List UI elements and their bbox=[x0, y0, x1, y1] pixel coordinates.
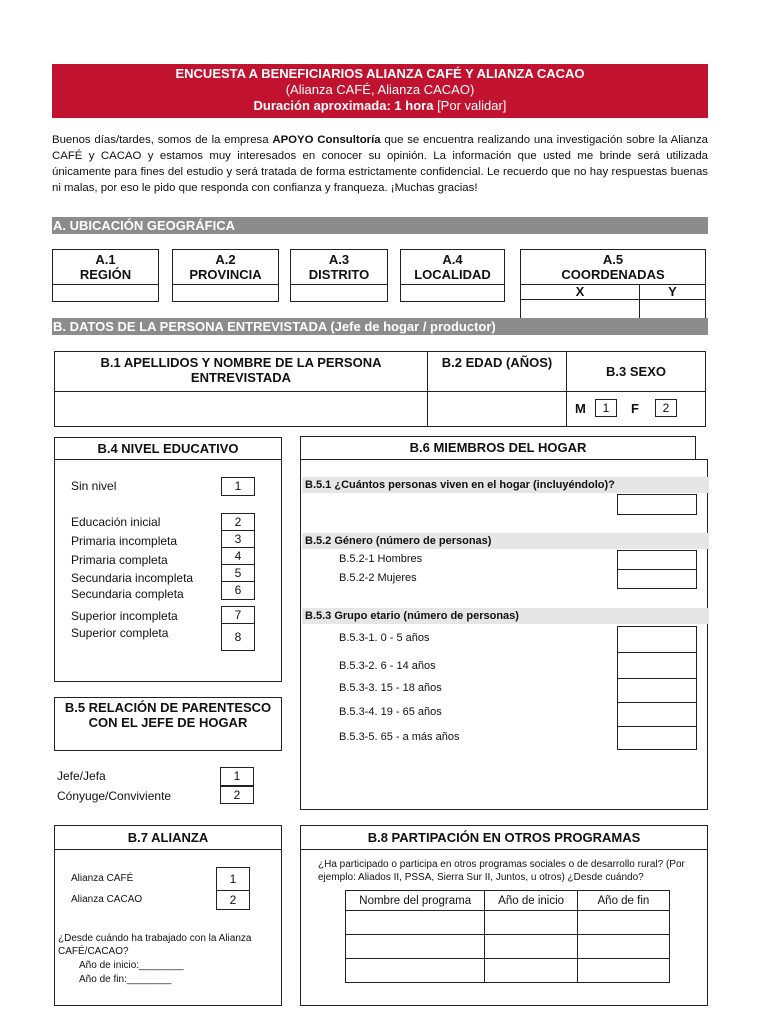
b7-label-1: Alianza CACAO bbox=[71, 894, 143, 905]
b4-code-1[interactable]: 2 bbox=[221, 513, 255, 531]
b5-title: B.5 RELACIÓN DE PARENTESCO CON EL JEFE DE HOGAR bbox=[54, 697, 282, 751]
table-cell[interactable] bbox=[346, 911, 485, 935]
survey-title: ENCUESTA A BENEFICIARIOS ALIANZA CAFÉ Y ALIANZA CACAO bbox=[175, 66, 585, 81]
b6-q3-input-3[interactable] bbox=[617, 702, 697, 727]
table-cell[interactable] bbox=[485, 959, 577, 983]
intro-before: Buenos días/tardes, somos de la empresa bbox=[52, 134, 273, 146]
intro-after: que se encuentra realizando una investigación sobre la Alianza CAFÉ y CACAO y estamos muy interesados en conocer su opinión. La información que usted me brinde será utilizada únicamente para fines del estudio y será tratada de forma estrictamente confidencial. Le recuerdo que no hay respuestas buenas ni malas, por eso le pido que responda con confianza y franqueza. ¡Muchas gracias! bbox=[52, 134, 709, 194]
b8-col-start: Año de inicio bbox=[485, 891, 577, 911]
b4-label-3: Primaria completa bbox=[71, 553, 168, 567]
duration-label: Duración aproximada: 1 hora bbox=[253, 98, 434, 113]
b8-question: ¿Ha participado o participa en otros programas sociales o de desarrollo rural? (Por ejemplo: Aliados II, PSSA, Sierra Sur II, Juntos, u otros) ¿Desde cuándo? bbox=[318, 859, 685, 883]
b4-code-4[interactable]: 5 bbox=[221, 564, 255, 582]
b6-q1: B.5.1 ¿Cuántos personas viven en el hogar (incluyéndolo)? bbox=[302, 477, 709, 493]
a1-code: A.1 bbox=[95, 252, 116, 267]
b4-label-7: Superior completa bbox=[71, 626, 169, 640]
a5-label: COORDENADAS bbox=[561, 267, 665, 282]
b6-q3-input-1[interactable] bbox=[617, 652, 697, 679]
b6-q3-item-1: B.5.3-2. 6 - 14 años bbox=[339, 660, 436, 672]
b2-header: B.2 EDAD (AÑOS) bbox=[427, 351, 567, 392]
table-row bbox=[346, 935, 670, 959]
a5-coordenadas bbox=[520, 249, 706, 319]
b1-input[interactable] bbox=[54, 391, 428, 427]
b4-code-6[interactable]: 7 bbox=[221, 606, 255, 624]
sex-m-code[interactable]: 1 bbox=[595, 399, 617, 417]
b4-label-1: Educación inicial bbox=[71, 515, 161, 529]
survey-header bbox=[52, 64, 708, 118]
b6-q1-input[interactable] bbox=[617, 494, 697, 515]
b5-code-1[interactable]: 2 bbox=[220, 786, 254, 804]
table-cell[interactable] bbox=[485, 935, 577, 959]
b8-title: B.8 PARTIPACIÓN EN OTROS PROGRAMAS bbox=[300, 825, 708, 850]
b3-header: B.3 SEXO bbox=[566, 351, 706, 392]
table-cell[interactable] bbox=[346, 959, 485, 983]
b6-q2-item-1: B.5.2-2 Mujeres bbox=[339, 572, 417, 584]
a4-code: A.4 bbox=[442, 252, 463, 267]
table-cell[interactable] bbox=[577, 935, 669, 959]
b4-label-2: Primaria incompleta bbox=[71, 534, 178, 548]
b6-q3: B.5.3 Grupo etario (número de personas) bbox=[302, 608, 709, 624]
b6-q3-item-2: B.5.3-3. 15 - 18 años bbox=[339, 682, 442, 694]
b7-body bbox=[54, 849, 282, 1006]
a3-input[interactable] bbox=[290, 284, 388, 302]
a2-header bbox=[172, 249, 279, 285]
b7-start[interactable]: Año de inicio:________ bbox=[79, 960, 184, 971]
b8-col-name: Nombre del programa bbox=[346, 891, 485, 911]
b4-label-6: Superior incompleta bbox=[71, 609, 178, 623]
b3-cell bbox=[566, 391, 706, 427]
b4-label-0: Sin nivel bbox=[71, 479, 117, 493]
b6-q3-input-0[interactable] bbox=[617, 626, 697, 653]
a5-x-label: X bbox=[520, 284, 640, 300]
duration-note: [Por validar] bbox=[437, 98, 507, 113]
sex-m-label: M bbox=[575, 401, 586, 416]
table-header-row bbox=[346, 891, 670, 911]
table-row bbox=[346, 959, 670, 983]
b6-q2-input-1[interactable] bbox=[617, 569, 697, 589]
duration-line bbox=[52, 98, 708, 114]
a1-input[interactable] bbox=[52, 284, 159, 302]
b4-code-0[interactable]: 1 bbox=[221, 477, 255, 496]
b6-q3-input-4[interactable] bbox=[617, 726, 697, 750]
table-cell[interactable] bbox=[346, 935, 485, 959]
b6-q2: B.5.2 Género (número de personas) bbox=[302, 533, 709, 549]
b4-body bbox=[54, 459, 282, 682]
b2-input[interactable] bbox=[427, 391, 567, 427]
b5-body bbox=[54, 750, 282, 810]
table-cell[interactable] bbox=[485, 911, 577, 935]
b6-title: B.6 MIEMBROS DEL HOGAR bbox=[300, 436, 696, 460]
a2-label: PROVINCIA bbox=[189, 267, 262, 282]
b7-end[interactable]: Año de fin:________ bbox=[79, 974, 172, 985]
b4-code-7[interactable]: 8 bbox=[221, 623, 255, 651]
a3-header bbox=[290, 249, 388, 285]
a5-header bbox=[520, 249, 706, 285]
survey-subtitle: (Alianza CAFÉ, Alianza CACAO) bbox=[285, 82, 475, 97]
b1-header: B.1 APELLIDOS Y NOMBRE DE LA PERSONA ENTREVISTADA bbox=[54, 351, 428, 392]
a1-header bbox=[52, 249, 159, 285]
a5-y-label: Y bbox=[639, 284, 706, 300]
b6-q3-item-3: B.5.3-4. 19 - 65 años bbox=[339, 706, 442, 718]
b4-code-5[interactable]: 6 bbox=[221, 581, 255, 600]
b7-question: ¿Desde cuándo ha trabajado con la Alianza CAFÉ/CACAO? bbox=[58, 933, 252, 957]
a5-code: A.5 bbox=[602, 252, 624, 267]
section-b-title: B. DATOS DE LA PERSONA ENTREVISTADA (Jefe de hogar / productor) bbox=[52, 318, 708, 335]
a3-code: A.3 bbox=[328, 252, 350, 267]
b4-label-4: Secundaria incompleta bbox=[71, 571, 194, 585]
b7-code-0[interactable]: 1 bbox=[216, 867, 250, 891]
b4-title: B.4 NIVEL EDUCATIVO bbox=[54, 437, 282, 460]
sex-f-label: F bbox=[631, 401, 639, 416]
b4-code-3[interactable]: 4 bbox=[221, 547, 255, 565]
intro-paragraph bbox=[52, 132, 708, 196]
table-cell[interactable] bbox=[577, 959, 669, 983]
a5-y-input[interactable] bbox=[639, 299, 706, 319]
b8-body bbox=[300, 849, 708, 1006]
a2-provincia bbox=[172, 249, 279, 302]
b6-q2-input-0[interactable] bbox=[617, 550, 697, 570]
b7-title: B.7 ALIANZA bbox=[54, 825, 282, 850]
a4-input[interactable] bbox=[400, 284, 505, 302]
b7-label-0: Alianza CAFÉ bbox=[71, 873, 134, 884]
table-row bbox=[346, 911, 670, 935]
a4-localidad bbox=[400, 249, 505, 302]
b5-label-1: Cónyuge/Conviviente bbox=[57, 789, 172, 803]
a5-x-input[interactable] bbox=[520, 299, 640, 319]
sex-f-code[interactable]: 2 bbox=[655, 399, 677, 417]
b5-label-0: Jefe/Jefa bbox=[57, 769, 106, 783]
b4-code-2[interactable]: 3 bbox=[221, 530, 255, 548]
b6-body bbox=[300, 459, 708, 810]
a2-input[interactable] bbox=[172, 284, 279, 302]
a4-header bbox=[400, 249, 505, 285]
intro-company: APOYO Consultoría bbox=[272, 134, 381, 146]
b6-q2-item-0: B.5.2-1 Hombres bbox=[339, 553, 423, 565]
a1-region bbox=[52, 249, 159, 302]
section-a-title: A. UBICACIÓN GEOGRÁFICA bbox=[52, 217, 708, 234]
b7-code-1[interactable]: 2 bbox=[216, 890, 250, 910]
b6-q3-item-4: B.5.3-5. 65 - a más años bbox=[339, 731, 460, 743]
a2-code: A.2 bbox=[215, 252, 236, 267]
a1-label: REGIÓN bbox=[79, 267, 132, 282]
a3-distrito bbox=[290, 249, 388, 302]
b6-q3-item-0: B.5.3-1. 0 - 5 años bbox=[339, 632, 430, 644]
b5-code-0[interactable]: 1 bbox=[220, 767, 254, 786]
a4-label: LOCALIDAD bbox=[414, 267, 491, 282]
b6-q3-input-2[interactable] bbox=[617, 678, 697, 703]
table-cell[interactable] bbox=[577, 911, 669, 935]
b8-col-end: Año de fin bbox=[577, 891, 669, 911]
b4-label-5: Secundaria completa bbox=[71, 587, 184, 601]
a3-label: DISTRITO bbox=[308, 267, 370, 282]
b8-programs-table bbox=[345, 890, 670, 983]
